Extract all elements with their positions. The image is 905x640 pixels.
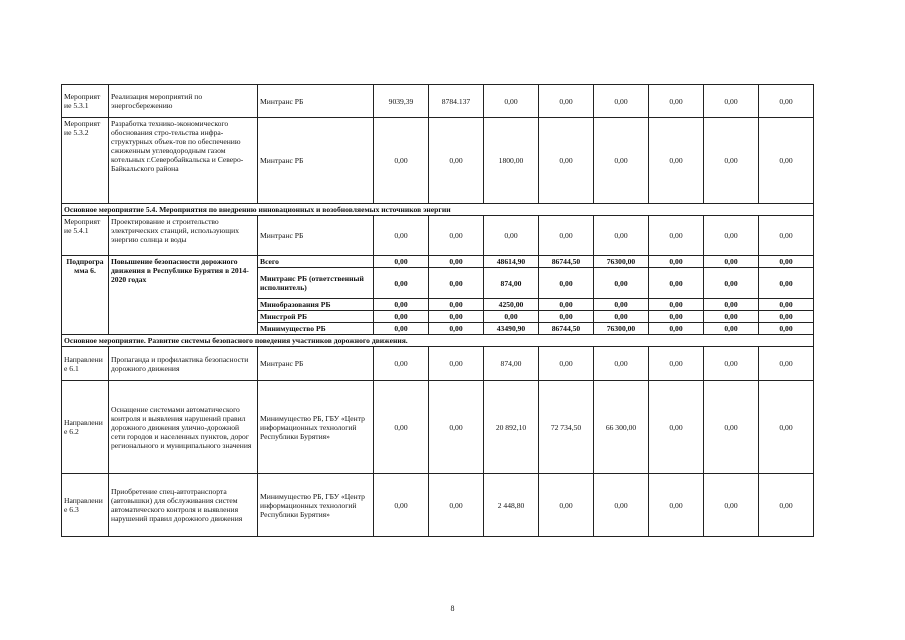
- subprogram-responsible: Минтранс РБ (ответственный исполнитель): [258, 268, 374, 299]
- value-cell: 0,00: [539, 85, 594, 118]
- value-cell: 0,00: [704, 381, 759, 474]
- row-code: Направлени е 6.3: [62, 474, 109, 537]
- value-cell: 0,00: [704, 268, 759, 299]
- value-cell: 0,00: [429, 323, 484, 335]
- value-cell: 0,00: [649, 85, 704, 118]
- row-responsible: Минтранс РБ: [258, 118, 374, 204]
- value-cell: 0,00: [539, 299, 594, 311]
- row-responsible: Минтранс РБ: [258, 85, 374, 118]
- value-cell: 0,00: [539, 347, 594, 381]
- value-cell: 0,00: [594, 347, 649, 381]
- value-cell: 0,00: [484, 311, 539, 323]
- value-cell: 0,00: [759, 323, 814, 335]
- value-cell: 0,00: [429, 118, 484, 204]
- row-name: Приобретение спец-автотранспорта (автовышки) для обслуживания систем автоматического контроля и выявления нарушений правил дорожного движения: [109, 474, 258, 537]
- value-cell: 76300,00: [594, 323, 649, 335]
- row-code: Направлени е 6.1: [62, 347, 109, 381]
- value-cell: 0,00: [594, 216, 649, 256]
- value-cell: 0,00: [649, 216, 704, 256]
- value-cell: 0,00: [759, 216, 814, 256]
- value-cell: 0,00: [539, 268, 594, 299]
- value-cell: 0,00: [429, 474, 484, 537]
- value-cell: 0,00: [704, 347, 759, 381]
- value-cell: 0,00: [484, 216, 539, 256]
- value-cell: 0,00: [429, 311, 484, 323]
- value-cell: 0,00: [374, 268, 429, 299]
- value-cell: 86744,50: [539, 323, 594, 335]
- value-cell: 66 300,00: [594, 381, 649, 474]
- value-cell: 1800,00: [484, 118, 539, 204]
- value-cell: 0,00: [429, 299, 484, 311]
- row-code: Мероприят ие 5.3.2: [62, 118, 109, 204]
- subprogram-responsible: Минобразования РБ: [258, 299, 374, 311]
- value-cell: 0,00: [649, 299, 704, 311]
- value-cell: 0,00: [594, 268, 649, 299]
- table-row: [62, 381, 814, 474]
- value-cell: 0,00: [649, 381, 704, 474]
- value-cell: 0,00: [704, 216, 759, 256]
- value-cell: 0,00: [759, 474, 814, 537]
- section-header-row: [62, 204, 814, 216]
- value-cell: 0,00: [374, 118, 429, 204]
- row-name: Разработка технико-экономического обоснования стро-тельства инфра-структурных объек-тов по обеспечению сжиженным углеводородным газом котельных г.Северобайкальска и Северо-Байкальского района: [109, 118, 258, 204]
- value-cell: 0,00: [374, 474, 429, 537]
- value-cell: 4250,00: [484, 299, 539, 311]
- value-cell: 0,00: [374, 216, 429, 256]
- subprogram-name: Повышение безопасности дорожного движения в Республике Бурятия в 2014-2020 годах: [109, 256, 258, 335]
- value-cell: 0,00: [704, 323, 759, 335]
- value-cell: 86744,50: [539, 256, 594, 268]
- section-title: Основное мероприятие 5.4. Мероприятия по внедрению инновационных и возобновляемых источников энергии: [62, 204, 814, 216]
- value-cell: 0,00: [594, 311, 649, 323]
- value-cell: 0,00: [759, 268, 814, 299]
- table-row: [62, 118, 814, 204]
- table-row: [62, 347, 814, 381]
- value-cell: 0,00: [704, 311, 759, 323]
- row-responsible: Минтранс РБ: [258, 216, 374, 256]
- value-cell: 0,00: [759, 381, 814, 474]
- row-code: Мероприят ие 5.4.1: [62, 216, 109, 256]
- value-cell: 0,00: [374, 299, 429, 311]
- value-cell: 0,00: [704, 299, 759, 311]
- value-cell: 0,00: [374, 381, 429, 474]
- value-cell: 0,00: [649, 474, 704, 537]
- value-cell: 0,00: [539, 311, 594, 323]
- value-cell: 2 448,80: [484, 474, 539, 537]
- value-cell: 0,00: [759, 299, 814, 311]
- value-cell: 8784.137: [429, 85, 484, 118]
- value-cell: 72 734,50: [539, 381, 594, 474]
- row-code: Мероприят ие 5.3.1: [62, 85, 109, 118]
- value-cell: 76300,00: [594, 256, 649, 268]
- value-cell: 0,00: [649, 118, 704, 204]
- value-cell: 0,00: [374, 347, 429, 381]
- row-name: Пропаганда и профилактика безопасности дорожного движения: [109, 347, 258, 381]
- value-cell: 0,00: [704, 474, 759, 537]
- value-cell: 48614,90: [484, 256, 539, 268]
- budget-table: [61, 84, 814, 537]
- value-cell: 0,00: [539, 216, 594, 256]
- table-row: [62, 216, 814, 256]
- row-name: Проектирование и строительство электрических станций, использующих энергию солнца и воды: [109, 216, 258, 256]
- value-cell: 0,00: [594, 474, 649, 537]
- value-cell: 0,00: [759, 347, 814, 381]
- subprogram-code: Подпрогра мма 6.: [62, 256, 109, 335]
- subprogram-responsible: Всего: [258, 256, 374, 268]
- value-cell: 0,00: [759, 85, 814, 118]
- row-responsible: Минтранс РБ: [258, 347, 374, 381]
- subprogram-row: [62, 256, 814, 268]
- value-cell: 0,00: [649, 268, 704, 299]
- value-cell: 0,00: [594, 299, 649, 311]
- value-cell: 0,00: [539, 474, 594, 537]
- value-cell: 0,00: [704, 85, 759, 118]
- value-cell: 0,00: [594, 85, 649, 118]
- row-name: Оснащение системами автоматического контроля и выявления нарушений правил дорожного движения улично-дорожной сети городов и населенных пунктов, дорог регионального и муниципального значения: [109, 381, 258, 474]
- value-cell: 0,00: [649, 347, 704, 381]
- row-name: Реализация мероприятий по энергосбережению: [109, 85, 258, 118]
- row-responsible: Минимущество РБ, ГБУ «Центр информационных технологий Республики Бурятия»: [258, 474, 374, 537]
- value-cell: 0,00: [649, 323, 704, 335]
- page-number: 8: [450, 604, 455, 613]
- value-cell: 0,00: [704, 118, 759, 204]
- subprogram-responsible: Минимущество РБ: [258, 323, 374, 335]
- value-cell: 0,00: [484, 85, 539, 118]
- value-cell: 0,00: [704, 256, 759, 268]
- value-cell: 0,00: [429, 347, 484, 381]
- section-title: Основное мероприятие. Развитие системы безопасного поведения участников дорожного движения.: [62, 335, 814, 347]
- value-cell: 0,00: [759, 256, 814, 268]
- value-cell: 0,00: [759, 118, 814, 204]
- row-code: Направлени е 6.2: [62, 381, 109, 474]
- row-responsible: Минимущество РБ, ГБУ «Центр информационных технологий Республики Бурятия»: [258, 381, 374, 474]
- budget-table-sheet: [61, 84, 814, 537]
- table-body: [62, 85, 814, 537]
- value-cell: 0,00: [429, 268, 484, 299]
- value-cell: 0,00: [594, 118, 649, 204]
- value-cell: 0,00: [429, 381, 484, 474]
- value-cell: 0,00: [429, 256, 484, 268]
- value-cell: 43490,90: [484, 323, 539, 335]
- value-cell: 0,00: [374, 256, 429, 268]
- value-cell: 0,00: [539, 118, 594, 204]
- section-header-row: [62, 335, 814, 347]
- table-row: [62, 85, 814, 118]
- value-cell: 0,00: [649, 256, 704, 268]
- value-cell: 0,00: [649, 311, 704, 323]
- value-cell: 0,00: [374, 323, 429, 335]
- value-cell: 0,00: [374, 311, 429, 323]
- table-row: [62, 474, 814, 537]
- value-cell: 874,00: [484, 268, 539, 299]
- value-cell: 20 892,10: [484, 381, 539, 474]
- value-cell: 9039,39: [374, 85, 429, 118]
- value-cell: 0,00: [429, 216, 484, 256]
- subprogram-responsible: Минстрой РБ: [258, 311, 374, 323]
- value-cell: 0,00: [759, 311, 814, 323]
- value-cell: 874,00: [484, 347, 539, 381]
